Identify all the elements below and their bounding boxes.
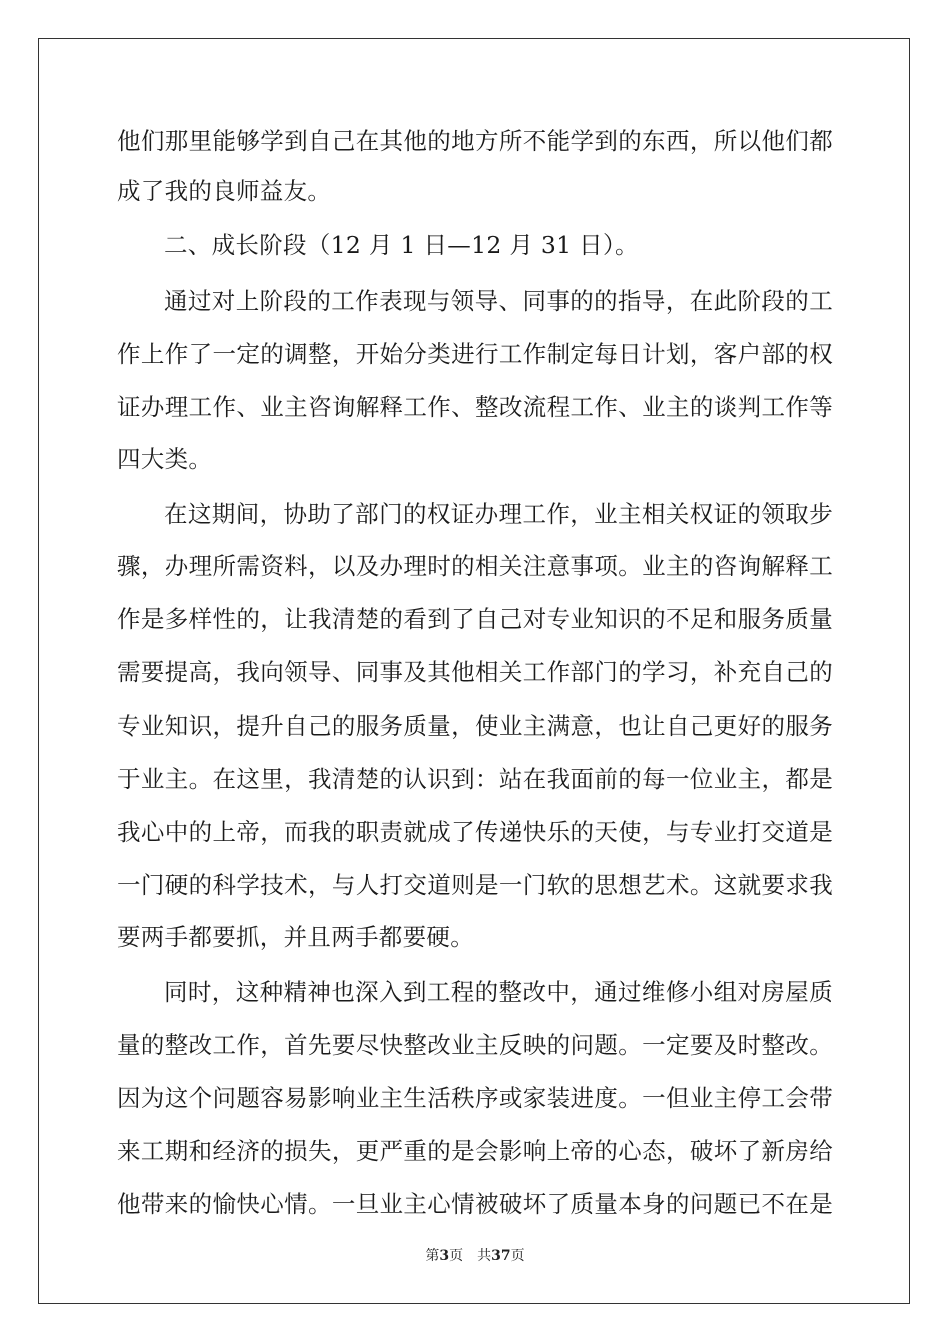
page-number: 3 <box>439 1248 450 1264</box>
text-line: 要两手都要抓，并且两手都要硬。 <box>117 923 474 951</box>
text-line: 一门硬的科学技术，与人打交道则是一门软的思想艺术。这就要求我 <box>117 871 833 899</box>
text-line: 同时，这种精神也深入到工程的整改中，通过维修小组对房屋质 <box>164 978 833 1006</box>
text-line: 他带来的愉快心情。一旦业主心情被破坏了质量本身的问题已不在是 <box>117 1190 833 1218</box>
page-prefix: 第 <box>425 1248 440 1264</box>
text-line: 需要提高，我向领导、同事及其他相关工作部门的学习，补充自己的 <box>117 658 833 686</box>
section-heading: 二、成长阶段（12 月 1 日—12 月 31 日）。 <box>164 231 639 259</box>
text-line: 因为这个问题容易影响业主生活秩序或家装进度。一但业主停工会带 <box>117 1084 833 1112</box>
text-line: 成了我的良师益友。 <box>117 177 332 205</box>
total-prefix: 共 <box>477 1248 492 1264</box>
text-line: 量的整改工作，首先要尽快整改业主反映的问题。一定要及时整改。 <box>117 1031 833 1059</box>
text-line: 四大类。 <box>117 445 213 473</box>
text-line: 作上作了一定的调整，开始分类进行工作制定每日计划，客户部的权 <box>117 340 833 368</box>
text-line: 作是多样性的，让我清楚的看到了自己对专业知识的不足和服务质量 <box>117 605 833 633</box>
text-line: 通过对上阶段的工作表现与领导、同事的的指导，在此阶段的工 <box>164 287 833 315</box>
page-suffix: 页 <box>449 1248 464 1264</box>
text-line: 证办理工作、业主咨询解释工作、整改流程工作、业主的谈判工作等 <box>117 393 833 421</box>
text-line: 骤，办理所需资料，以及办理时的相关注意事项。业主的咨询解释工 <box>117 552 833 580</box>
text-line: 专业知识，提升自己的服务质量，使业主满意，也让自己更好的服务 <box>117 712 833 740</box>
text-line: 来工期和经济的损失，更严重的是会影响上帝的心态，破坏了新房给 <box>117 1137 833 1165</box>
page-footer <box>0 1247 950 1265</box>
text-line: 我心中的上帝，而我的职责就成了传递快乐的天使，与专业打交道是 <box>117 818 833 846</box>
text-line: 在这期间，协助了部门的权证办理工作，业主相关权证的领取步 <box>164 500 833 528</box>
text-line: 于业主。在这里，我清楚的认识到：站在我面前的每一位业主，都是 <box>117 765 833 793</box>
text-line: 他们那里能够学到自己在其他的地方所不能学到的东西，所以他们都 <box>117 127 833 155</box>
total-suffix: 页 <box>510 1248 525 1264</box>
total-pages: 37 <box>491 1248 511 1264</box>
